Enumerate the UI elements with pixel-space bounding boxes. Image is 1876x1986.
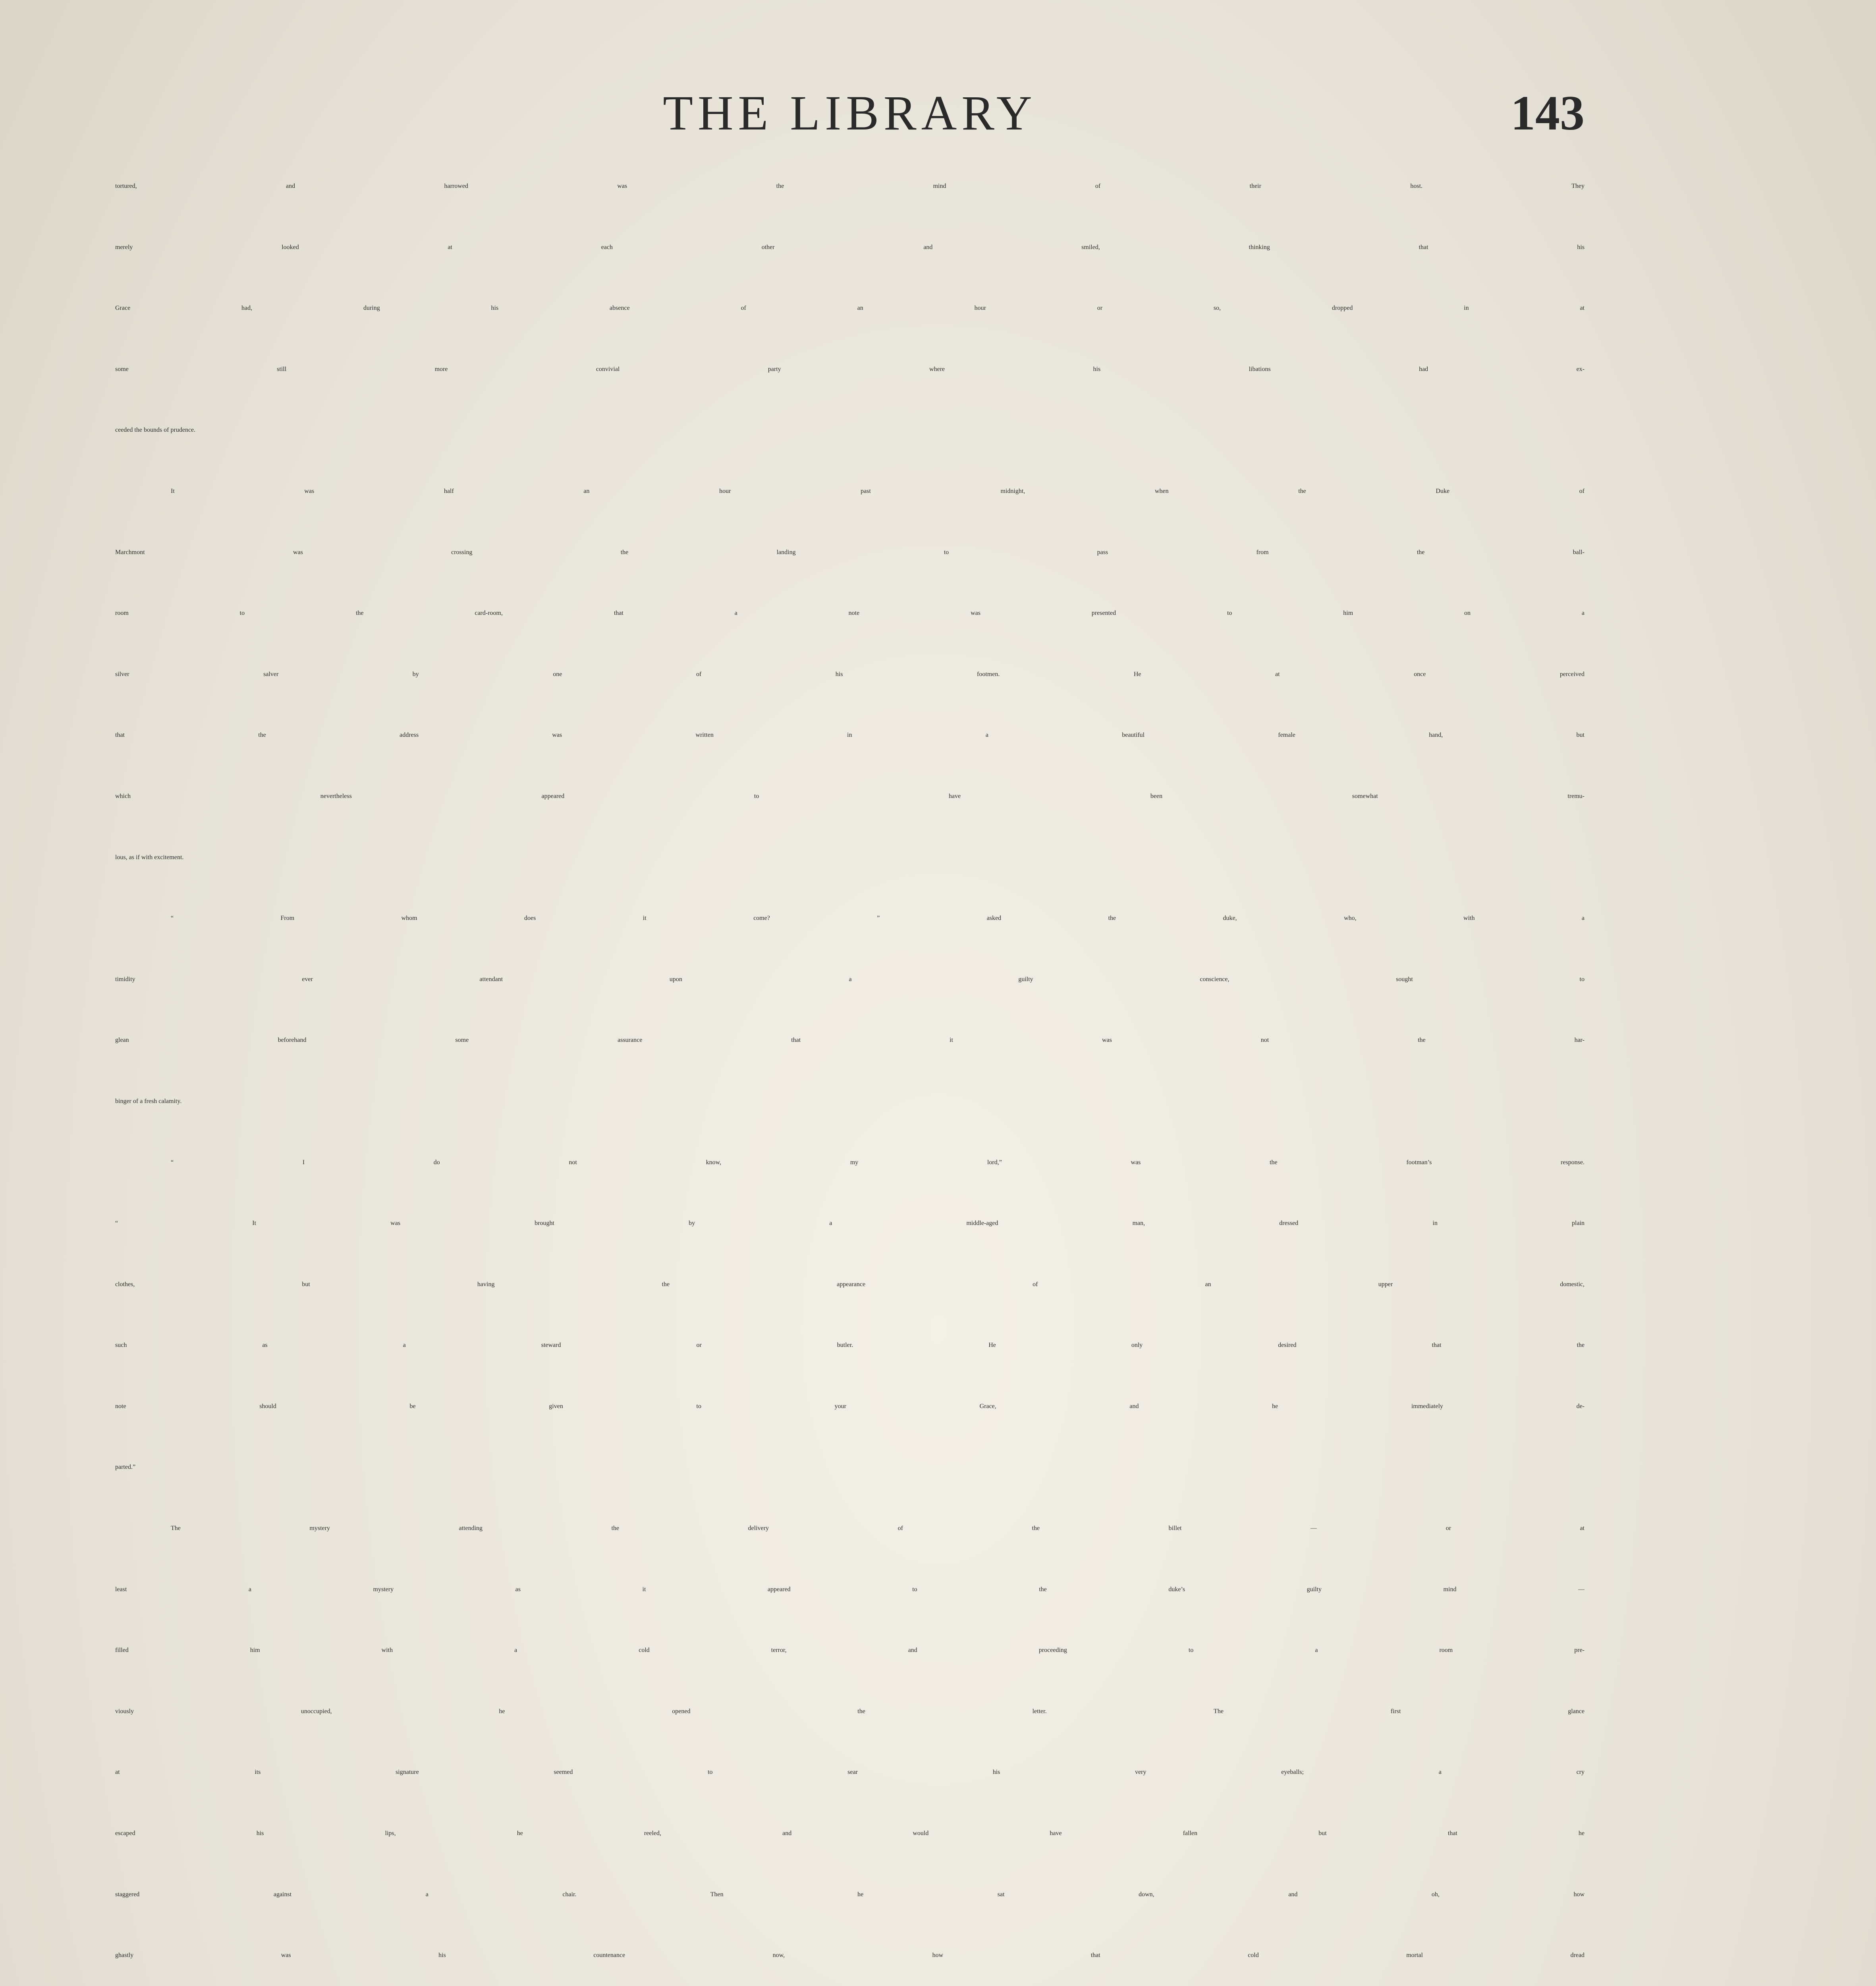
body-text [115, 183, 1585, 1986]
page-number: 143 [1511, 86, 1585, 140]
text-line: some still more convivial party where his libations had ex- [115, 365, 1585, 373]
running-head-title: THE LIBRARY [663, 86, 1037, 140]
text-line: that the address was written in a beautiful female hand, but [115, 732, 1585, 739]
text-line: It was half an hour past midnight, when the Duke of [171, 487, 1585, 495]
text-line: Grace had, during his absence of an hour or so, dropped in at [115, 305, 1585, 312]
text-line: least a mystery as it appeared to the duke’s guilty mind — [115, 1586, 1585, 1593]
text-line: which nevertheless appeared to have been somewhat tremu- [115, 792, 1585, 800]
text-line: staggered against a chair. Then he sat down, and oh, how [115, 1891, 1585, 1898]
text-line: note should be given to your Grace, and he immediately de- [115, 1403, 1585, 1410]
text-line: filled him with a cold terror, and proceeding to a room pre- [115, 1647, 1585, 1654]
text-line: room to the card-room, that a note was presented to him on a [115, 610, 1585, 617]
text-line: merely looked at each other and smiled, thinking that his [115, 243, 1585, 251]
text-line: ghastly was his countenance now, how that cold mortal dread [115, 1952, 1585, 1959]
text-line: The mystery attending the delivery of the billet — or at [171, 1525, 1585, 1532]
text-line: Marchmont was crossing the landing to pass from the ball- [115, 549, 1585, 556]
running-head [115, 79, 1585, 147]
text-line: glean beforehand some assurance that it was not the har- [115, 1037, 1585, 1044]
text-line: such as a steward or butler. He only desired that the [115, 1342, 1585, 1349]
text-line: parted.” [115, 1464, 136, 1471]
text-line: silver salver by one of his footmen. He at once perceived [115, 670, 1585, 678]
text-line: at its signature seemed to sear his very eyeballs; a cry [115, 1769, 1585, 1776]
text-line: “ It was brought by a middle-aged man, dressed in plain [115, 1220, 1585, 1227]
text-line: timidity ever attendant upon a guilty conscience, sought to [115, 976, 1585, 983]
text-line: escaped his lips, he reeled, and would have fallen but that he [115, 1830, 1585, 1837]
text-line: binger of a fresh calamity. [115, 1097, 182, 1105]
text-line: ceeded the bounds of prudence. [115, 427, 196, 434]
text-line: “ I do not know, my lord,” was the footman’s response. [171, 1159, 1585, 1166]
text-line: lous, as if with excitement. [115, 854, 184, 861]
text-line: clothes, but having the appearance of an upper domestic, [115, 1281, 1585, 1288]
text-line: viously unoccupied, he opened the letter. The first glance [115, 1708, 1585, 1715]
text-line: “ From whom does it come? ” asked the duke, who, with a [171, 915, 1585, 922]
text-line: tortured, and harrowed was the mind of their host. They [115, 183, 1585, 189]
